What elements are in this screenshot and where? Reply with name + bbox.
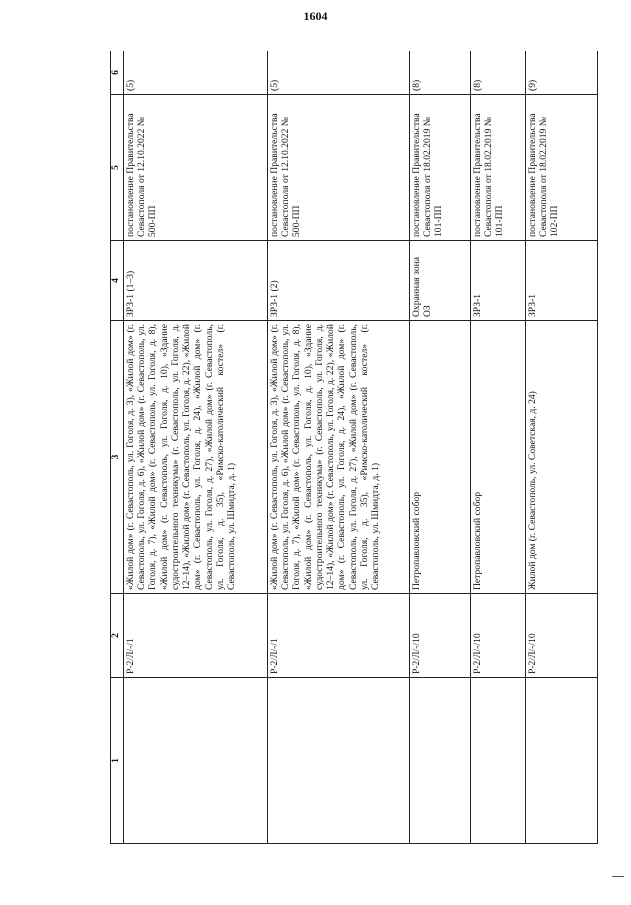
- rotated-table-container: [110, 51, 598, 844]
- cell-note: (5): [124, 51, 268, 95]
- cell-zone-code: Р-2/Л/-/10: [410, 594, 471, 678]
- cell-resolution: постановление Правительства Севастополя от 18.02.2019 № 101-ПП: [471, 95, 526, 241]
- cell-col1: [410, 678, 471, 844]
- cell-zone-type: Охранная зона ОЗ: [410, 241, 471, 321]
- cell-zone-code: Р-2/Л/-/1: [124, 594, 268, 678]
- cell-resolution: постановление Правительства Севастополя от 12.10.2022 № 500-ПП: [124, 95, 268, 241]
- header-cell-3: 3: [111, 321, 124, 594]
- cell-zone-type: ЗРЗ-1 (1–3): [124, 241, 268, 321]
- header-row: [111, 51, 124, 844]
- cell-zone-type: ЗРЗ-1: [471, 241, 526, 321]
- header-cell-2: 2: [111, 594, 124, 678]
- scan-mark: [612, 876, 624, 877]
- cell-zone-type: ЗРЗ-1: [526, 241, 598, 321]
- header-cell-1: 1: [111, 678, 124, 844]
- table-row: [526, 51, 598, 844]
- cell-col1: [268, 678, 410, 844]
- cell-col1: [526, 678, 598, 844]
- cell-zone-code: Р-2/Л/-/1: [268, 594, 410, 678]
- cell-zone-code: Р-2/Л/-/10: [526, 594, 598, 678]
- cell-resolution: постановление Правительства Севастополя от 12.10.2022 № 500-ПП: [268, 95, 410, 241]
- cell-note: (5): [268, 51, 410, 95]
- cell-objects: Петропавловский собор: [410, 321, 471, 594]
- cell-zone-code: Р-2/Л/-/10: [471, 594, 526, 678]
- table-row: [124, 51, 268, 844]
- cell-note: (9): [526, 51, 598, 95]
- cell-objects: Петропавловский собор: [471, 321, 526, 594]
- table-row: [471, 51, 526, 844]
- cell-col1: [124, 678, 268, 844]
- cell-objects: «Жилой дом» (г. Севастополь, ул. Гоголя, д. 3), «Жилой дом» (г. Севастополь, ул. Гоголя, д. 6), «Жилой дом» (г. Севастополь, ул. Гоголя, д. 7), «Жилой дом» (г. Севастополь, ул. Гоголя, д. 8), «Жилой дом» (г. Севастополь, ул. Гоголя, д. 10), «Здание судостроительного техникума» (г. Севастополь, ул. Гоголя, д. 12–14), «Жилой дом» (г. Севастополь, ул. Гоголя, д. 22), «Жилой дом» (г. Севастополь, ул. Гоголя, д. 24), «Жилой дом» (г. Севастополь, ул. Гоголя, д. 27), «Жилой дом» (г. Севастополь, ул. Гоголя, д. 35), «Римско-католический костел» (г. Севастополь, ул. Шмидта, д. 1): [124, 321, 268, 594]
- page-number: 1604: [303, 9, 328, 23]
- table-row: [410, 51, 471, 844]
- table-wrapper: [110, 51, 598, 844]
- cell-zone-type: ЗРЗ-1 (2): [268, 241, 410, 321]
- cell-col1: [471, 678, 526, 844]
- header-cell-5: 5: [111, 95, 124, 241]
- cell-resolution: постановление Правительства Севастополя от 18.02.2019 № 101-ПП: [410, 95, 471, 241]
- cell-note: (8): [471, 51, 526, 95]
- table-header: [111, 51, 124, 844]
- cell-objects: «Жилой дом» (г. Севастополь, ул. Гоголя, д. 3), «Жилой дом» (г. Севастополь, ул. Гоголя, д. 6), «Жилой дом» (г. Севастополь, ул. Гоголя, д. 7), «Жилой дом» (г. Севастополь, ул. Гоголя, д. 8), «Жилой дом» (г. Севастополь, ул. Гоголя, д. 10), «Здание судостроительного техникума» (г. Севастополь, ул. Гоголя, д. 12–14), «Жилой дом» (г. Севастополь, ул. Гоголя, д. 22), «Жилой дом» (г. Севастополь, ул. Гоголя, д. 24), «Жилой дом» (г. Севастополь, ул. Гоголя, д. 27), «Жилой дом» (г. Севастополь, ул. Гоголя, д. 35), «Римско-католический костел» (г. Севастополь, ул. Шмидта, д. 1): [268, 321, 410, 594]
- cell-resolution: постановление Правительства Севастополя от 18.02.2019 № 102-ПП: [526, 95, 598, 241]
- cell-note: (8): [410, 51, 471, 95]
- table-row: [268, 51, 410, 844]
- cell-objects: Жилой дом (г. Севастополь, ул. Советская, д. 24): [526, 321, 598, 594]
- header-cell-4: 4: [111, 241, 124, 321]
- registry-table: [110, 51, 598, 844]
- header-cell-6: 6: [111, 51, 124, 95]
